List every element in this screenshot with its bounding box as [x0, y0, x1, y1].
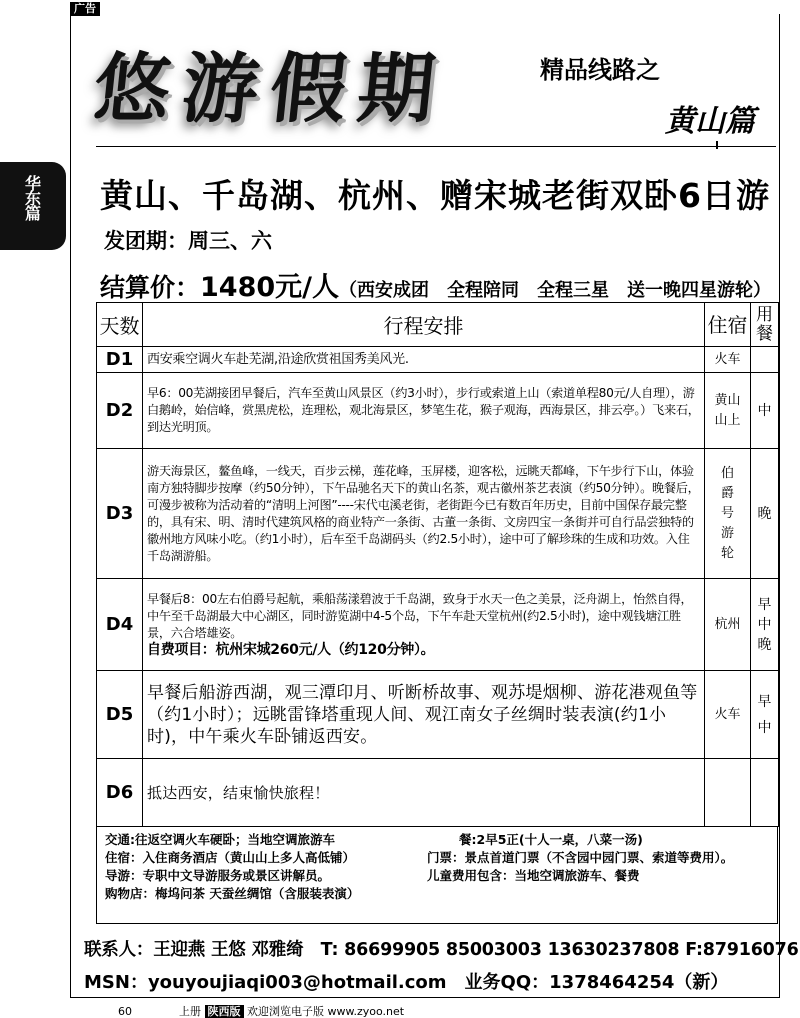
- day-meal: 晚: [751, 449, 779, 579]
- footer-slogan: 欢迎浏览电子版 www.zyoo.net: [247, 1005, 405, 1018]
- day-stay: 杭州: [705, 579, 751, 671]
- side-tab-char: 华: [24, 174, 41, 193]
- day-plan: 游天海景区，鳌鱼峰，一线天，百步云梯，莲花峰，玉屏楼，迎客松，远眺天都峰，下午步行下山，体验南方独特脚步按摩（约50分钟），下午品驰名天下的黄山名茶，观古徽州茶艺表演（约50分钟）。晚餐后，可漫步被称为活动着的“清明上河图”----宋代屯溪老街，老街距今已有数百年历史，目前中国保存最完整的，具有宋、明、清时代建筑风格的商业特产一条街、古董一条街、文房四宝一条街并可自行品尝独特的徽州地方风味小吃。（约1小时），后车至千岛湖码头（约2.5小时），途中可了解珍珠的生成和功效。入住千岛湖游船。: [147, 463, 700, 563]
- side-tab-char: 东: [24, 189, 41, 208]
- table-row: [97, 347, 779, 373]
- volume-label: 上册: [179, 1005, 201, 1018]
- price-label: 结算价：: [100, 273, 201, 302]
- day-label: D2: [97, 373, 143, 449]
- day-meal: [751, 759, 779, 827]
- note-guide: 导游：专职中文导游服务或景区讲解员。: [105, 868, 331, 883]
- page-number: 60: [118, 1005, 132, 1018]
- table-row: [97, 449, 779, 579]
- day-plan: 抵达西安，结束愉快旅程！: [147, 783, 330, 802]
- header-stay: 住宿: [705, 303, 751, 347]
- note-children: 儿童费用包含：当地空调旅游车、餐费: [427, 868, 640, 883]
- day-stay: 伯爵号游轮: [705, 449, 751, 579]
- day-label: D5: [97, 671, 143, 759]
- itinerary-table: [96, 302, 779, 827]
- price-note: （西安成团 全程陪同 全程三星 送一晚四星游轮）: [339, 280, 772, 301]
- ad-tag: 广告: [70, 2, 100, 16]
- notes-box: [96, 826, 778, 924]
- header-day: 天数: [97, 303, 143, 347]
- day-plan: 早6：00芜湖接团早餐后，汽车至黄山风景区（约3小时），步行或索道上山（索道单程80元/人自理），游白鹅岭，始信峰，赏黑虎松，连理松，观北海景区，梦笔生花，猴子观海，西海景区，排云亭。）飞来石，到达光明顶。: [147, 386, 700, 434]
- price-line: [100, 265, 771, 304]
- note-transport: 交通:往返空调火车硬卧；当地空调旅游车: [105, 832, 335, 847]
- header-meal: 用餐: [751, 303, 779, 347]
- msn-line: MSN：youyoujiaqi003@hotmail.com 业务QQ：1378464254（新）: [84, 972, 729, 993]
- header-divider: [96, 146, 776, 147]
- table-row: [97, 759, 779, 827]
- side-tab-char: 篇: [24, 204, 41, 223]
- brand-logo: 悠游假期: [89, 44, 452, 133]
- header-plan: 行程安排: [143, 303, 705, 347]
- table-row: [97, 373, 779, 449]
- departure-days: 发团期：周三、六: [104, 229, 272, 253]
- note-lodging: 住宿：入住商务酒店（黄山山上多人高低铺）: [105, 850, 356, 865]
- day-meal: 中: [751, 373, 779, 449]
- tour-title: 黄山、千岛湖、杭州、赠宋城老街双卧6日游: [100, 176, 770, 215]
- day-stay: 火车: [705, 671, 751, 759]
- day-stay: 黄山山上: [705, 373, 751, 449]
- day-stay: [705, 759, 751, 827]
- price-amount: 1480元/人: [200, 272, 340, 303]
- note-shopping: 购物店：梅坞问茶 天蚕丝绸馆（含服装表演）: [105, 886, 360, 901]
- day-plan: 西安乘空调火车赴芜湖,沿途欣赏祖国秀美风光.: [147, 352, 409, 367]
- table-row: [97, 579, 779, 671]
- day-label: D6: [97, 759, 143, 827]
- day-meal: 早中晚: [751, 579, 779, 671]
- page-footer: [118, 1003, 404, 1018]
- optional-item: 自费项目：杭州宋城260元/人（约120分钟）。: [147, 641, 435, 658]
- table-header-row: [97, 303, 779, 347]
- day-plan: 早餐后船游西湖，观三潭印月、听断桥故事、观苏堤烟柳、游花港观鱼等（约1小时）；远眺雷锋塔重现人间、观江南女子丝绸时装表演(约1小时)，中午乘火车卧铺返西安。: [147, 682, 698, 747]
- day-meal: [751, 347, 779, 373]
- table-row: [97, 671, 779, 759]
- contact-line: 联系人：王迎燕 王悠 邓雅绮 T: 86699905 85003003 13630237808 F:87916076: [84, 940, 799, 960]
- brand-region: 黄山篇: [665, 104, 755, 139]
- edition-badge: 陕西版: [205, 1005, 244, 1018]
- day-label: D1: [97, 347, 143, 373]
- note-meals: 餐:2早5正(十人一桌，八菜一汤): [459, 832, 643, 847]
- day-meal: 早中: [751, 671, 779, 759]
- day-label: D3: [97, 449, 143, 579]
- day-label: D4: [97, 579, 143, 671]
- day-plan: 早餐后8：00左右伯爵号起航，乘船荡漾碧波于千岛湖，致身于水天一色之美景，泛舟湖上，怡然自得，中午至千岛湖最大中心湖区，同时游览湖中4-5个岛，下午车赴天堂杭州(约2.5小时)，途中观钱塘江胜景，六合塔雄姿。 自费项目：杭州宋城260元/人（约120分钟）。: [143, 589, 704, 661]
- brand-subtitle: 精品线路之: [540, 56, 660, 84]
- note-tickets: 门票：景点首道门票（不含园中园门票、索道等费用）。: [427, 850, 734, 865]
- day-stay: 火车: [705, 347, 751, 373]
- side-tab-region: [0, 162, 66, 250]
